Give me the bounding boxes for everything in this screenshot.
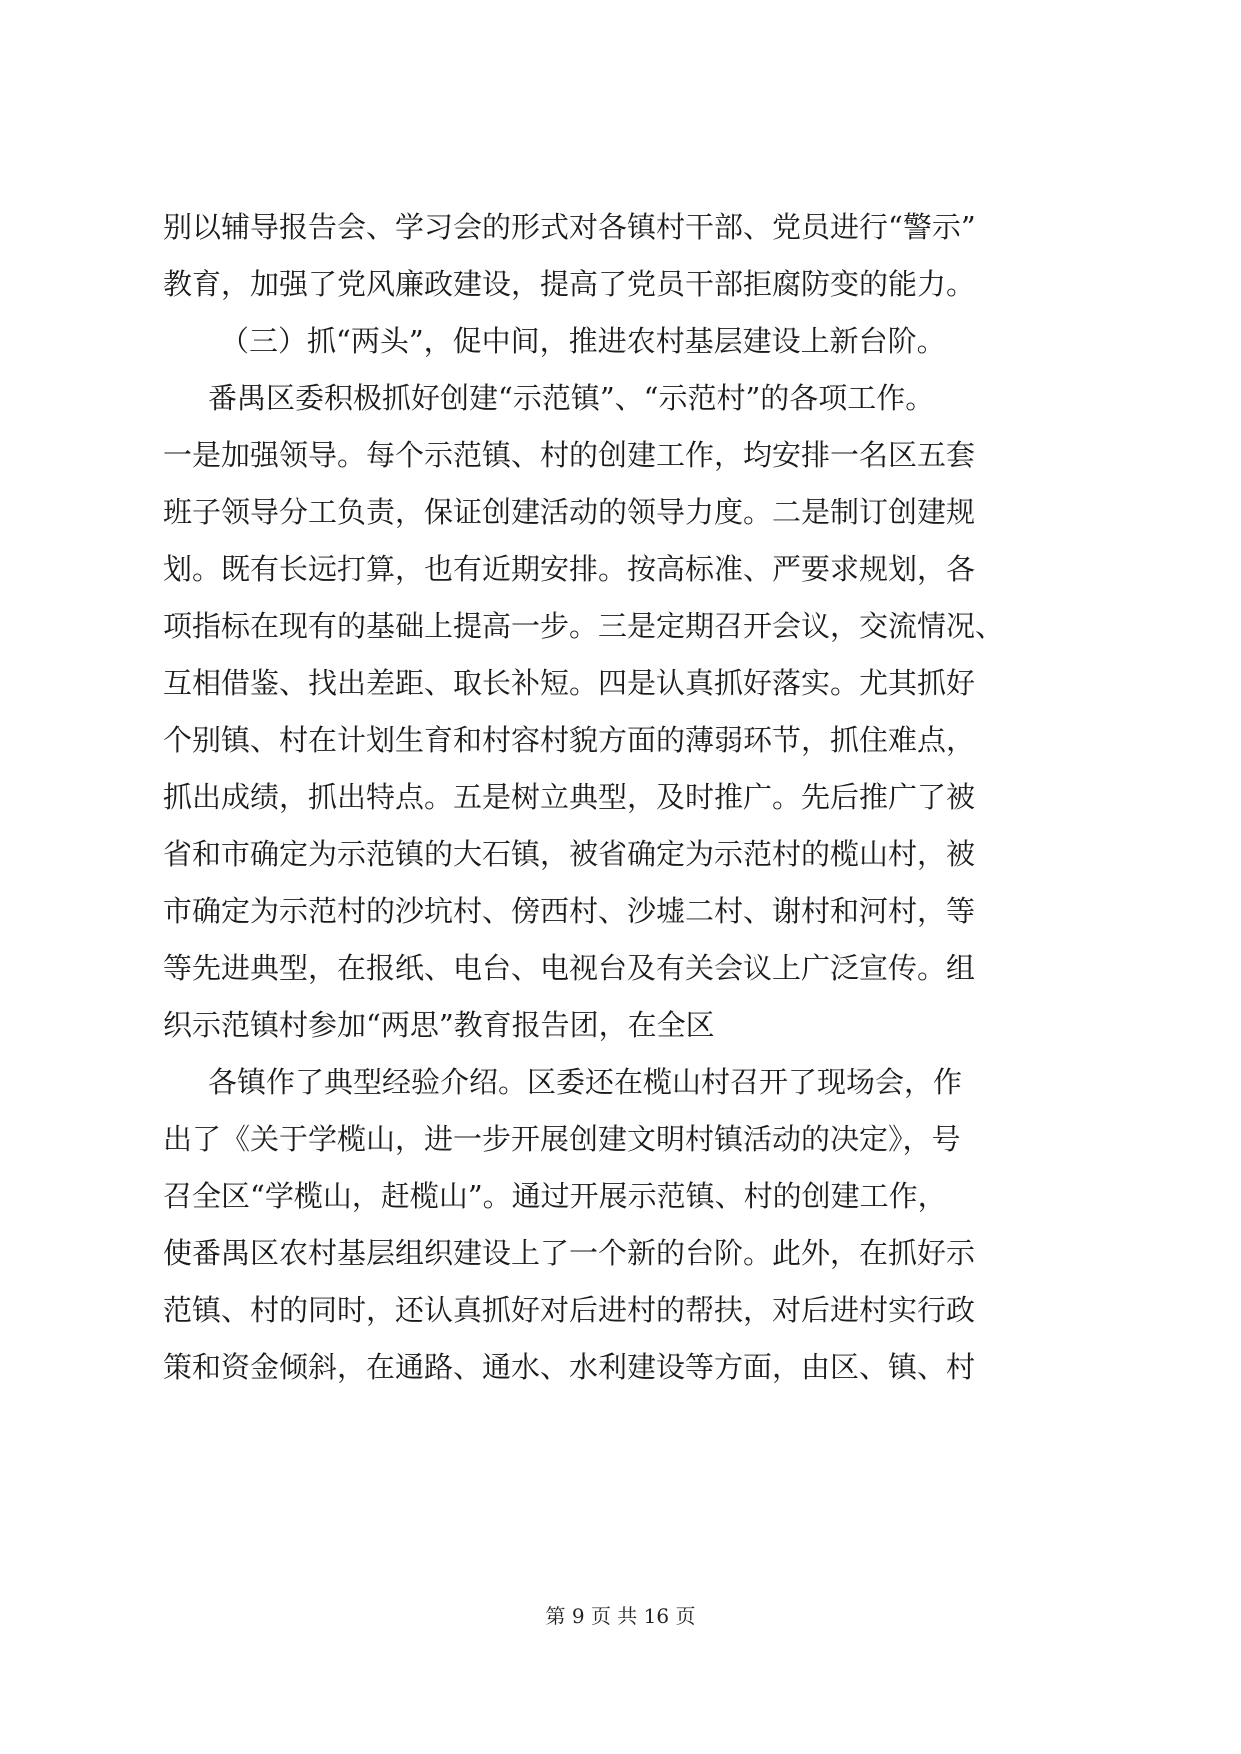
text-line-12: 省和市确定为示范镇的大石镇，被省确定为示范村的榄山村，被: [163, 837, 976, 871]
text-line-8: 项指标在现有的基础上提高一步。三是定期召开会议，交流情况、: [163, 609, 1005, 643]
paragraph-first-line: 各镇作了典型经验介绍。区委还在榄山村召开了现场会，作: [208, 1065, 963, 1099]
text-line-18: 召全区“学榄山，赶榄山”。通过开展示范镇、村的创建工作，: [163, 1179, 947, 1213]
text-line-2: 教育，加强了党风廉政建设，提高了党员干部拒腐防变的能力。: [163, 267, 976, 301]
text-line-15: 织示范镇村参加“两思”教育报告团，在全区: [163, 1008, 715, 1042]
text-line-20: 范镇、村的同时，还认真抓好对后进村的帮扶，对后进村实行政: [163, 1293, 976, 1327]
page-footer: 第 9 页 共 16 页: [545, 1604, 696, 1628]
text-line-1: 别以辅导报告会、学习会的形式对各镇村干部、党员进行“警示”: [163, 210, 976, 244]
text-line-7: 划。既有长远打算，也有近期安排。按高标准、严要求规划，各: [163, 552, 976, 586]
text-line-13: 市确定为示范村的沙坑村、傍西村、沙墟二村、谢村和河村，等: [163, 894, 976, 928]
paragraph-first-line: 番禺区委积极抓好创建“示范镇”、“示范村”的各项工作。: [208, 381, 935, 415]
text-line-9: 互相借鉴、找出差距、取长补短。四是认真抓好落实。尤其抓好: [163, 666, 976, 700]
text-line-6: 班子领导分工负责，保证创建活动的领导力度。二是制订创建规: [163, 495, 976, 529]
section-heading: （三）抓“两头”，促中间，推进农村基层建设上新台阶。: [220, 324, 946, 358]
text-line-21: 策和资金倾斜，在通路、通水、水利建设等方面，由区、镇、村: [163, 1350, 976, 1384]
text-line-10: 个别镇、村在计划生育和村容村貌方面的薄弱环节，抓住难点，: [163, 723, 976, 757]
text-line-5: 一是加强领导。每个示范镇、村的创建工作，均安排一名区五套: [163, 438, 976, 472]
text-line-19: 使番禺区农村基层组织建设上了一个新的台阶。此外，在抓好示: [163, 1236, 976, 1270]
text-line-17: 出了《关于学榄山，进一步开展创建文明村镇活动的决定》，号: [163, 1122, 961, 1156]
text-line-14: 等先进典型，在报纸、电台、电视台及有关会议上广泛宣传。组: [163, 951, 976, 985]
text-line-11: 抓出成绩，抓出特点。五是树立典型，及时推广。先后推广了被: [163, 780, 976, 814]
